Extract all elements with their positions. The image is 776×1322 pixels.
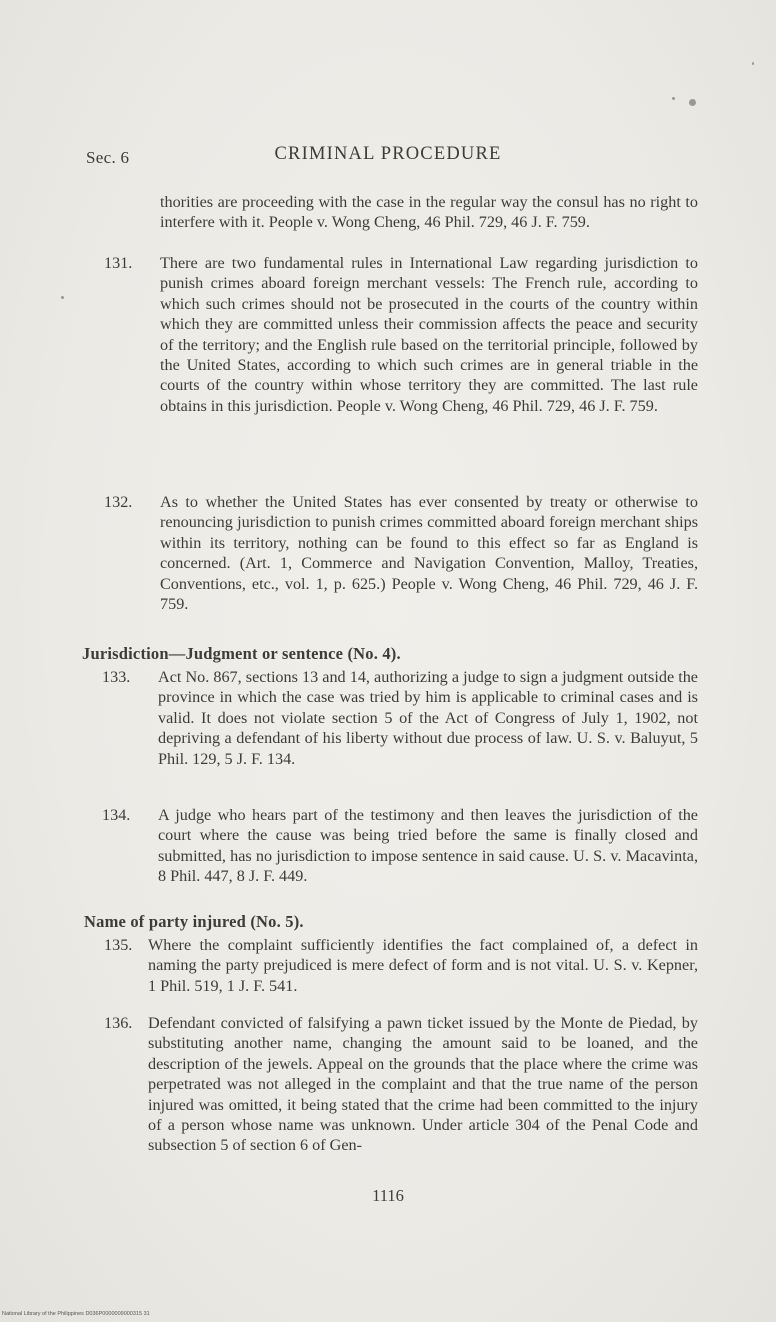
paragraph-text: As to whether the United States has ever consented by treaty or otherwise to renouncing jurisdiction to punish crimes committed aboard foreign merchant ships within its territory, nothing can be found to this effect so far as England is concerned. (Art. 1, Commerce and Navigation Convention, Malloy, Treaties, Conventions, etc., vol. 1, p. 625.) People v. Wong Cheng, 46 Phil. 729, 46 J. F. 759. bbox=[160, 493, 698, 614]
paragraph-135 bbox=[104, 935, 698, 996]
scan-speck bbox=[61, 296, 64, 299]
section-heading-jurisdiction: Jurisdiction—Judgment or sentence (No. 4). bbox=[82, 644, 401, 663]
paragraph-number: 136. bbox=[104, 1014, 133, 1032]
paragraph-number: 133. bbox=[102, 668, 131, 686]
paragraph-number: 132. bbox=[104, 493, 133, 511]
paragraph-text: A judge who hears part of the testimony and then leaves the jurisdiction of the court where the cause was being tried before the same is finally closed and submitted, has no jurisdiction to impose sentence in said cause. U. S. v. Macavinta, 8 Phil. 447, 8 J. F. 449. bbox=[158, 806, 698, 886]
paragraph-text: There are two fundamental rules in International Law regarding jurisdiction to punish crimes aboard foreign merchant vessels: The French rule, according to which such crimes should not be prosecuted in the courts of the country within which they are committed unless their commission affects the peace and security of the territory; and the English rule based on the territorial principle, followed by the United States, according to which such crimes are in general triable in the courts of the country within whose territory they are committed. The last rule obtains in this jurisdiction. People v. Wong Cheng, 46 Phil. 729, 46 J. F. 759. bbox=[160, 254, 698, 415]
paragraph-134 bbox=[102, 805, 698, 887]
paragraph-number: 134. bbox=[102, 806, 131, 824]
scan-speck bbox=[689, 99, 696, 106]
paragraph-133 bbox=[102, 667, 698, 769]
scan-speck bbox=[672, 97, 675, 100]
paragraph-number: 131. bbox=[104, 254, 133, 272]
library-credit: National Library of the Philippines D036P0000009000315 31 bbox=[2, 1311, 150, 1317]
section-label: Sec. 6 bbox=[86, 148, 130, 167]
paragraph-text: Where the complaint sufficiently identifies the fact complained of, a defect in naming the party prejudiced is mere defect of form and is not vital. U. S. v. Kepner, 1 Phil. 519, 1 J. F. 541. bbox=[148, 936, 698, 995]
continuation-text: thorities are proceeding with the case in the regular way the consul has no right to interfere with it. People v. Wong Cheng, 46 Phil. 729, 46 J. F. 759. bbox=[160, 193, 698, 232]
paragraph-text: Act No. 867, sections 13 and 14, authorizing a judge to sign a judgment outside the province in which the case was tried by him is applicable to criminal cases and is valid. It does not violate section 5 of the Act of Congress of July 1, 1902, not depriving a defendant of his liberty without due process of law. U. S. v. Baluyut, 5 Phil. 129, 5 J. F. 134. bbox=[158, 668, 698, 768]
section-heading-party-injured: Name of party injured (No. 5). bbox=[84, 912, 304, 931]
paragraph-132 bbox=[104, 492, 698, 614]
running-title: CRIMINAL PROCEDURE bbox=[274, 144, 502, 164]
page-number: 1116 bbox=[372, 1186, 404, 1205]
paragraph-136 bbox=[104, 1013, 698, 1156]
paragraph-131 bbox=[104, 253, 698, 416]
scan-speck bbox=[752, 62, 754, 65]
paragraph-text: Defendant convicted of falsifying a pawn ticket issued by the Monte de Piedad, by substituting another name, changing the amount said to be loaned, and the description of the jewels. Appeal on the grounds that the place where the crime was perpetrated was not alleged in the complaint and that the true name of the person injured was omitted, it being stated that the crime had been committed to the injury of a person whose name was unknown. Under article 304 of the Penal Code and subsection 5 of section 6 of Gen- bbox=[148, 1014, 698, 1155]
paragraph-number: 135. bbox=[104, 936, 133, 954]
